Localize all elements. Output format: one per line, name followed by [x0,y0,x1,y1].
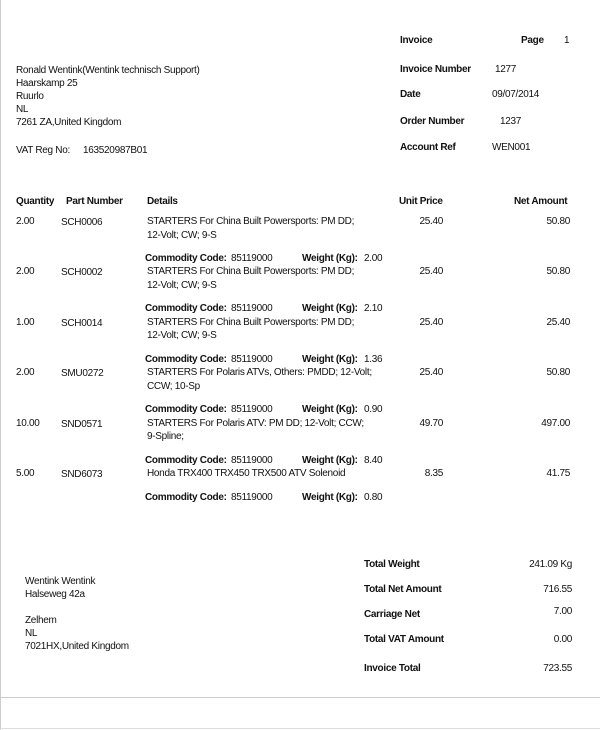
weight-label: Weight (Kg): [302,404,358,416]
item-quantity: 2.00 [16,266,35,278]
item-details: 9-Spline; [147,431,184,443]
total-value: 716.55 [543,584,572,595]
item-weight: 2.10 [364,303,383,315]
col-unit-price: Unit Price [399,196,443,207]
weight-label: Weight (Kg): [302,454,358,466]
item-details: 12-Volt; CW; 9-S [147,279,217,291]
item-weight: 2.00 [364,253,383,264]
weight-label: Weight (Kg): [302,353,358,365]
commodity-code: 85119000 [231,353,273,365]
page-border-left [0,0,1,730]
address-line: NL [16,104,29,115]
invoice-label: Invoice [400,35,433,46]
item-net-amount: 41.75 [546,468,570,479]
account-ref-label: Account Ref [400,142,456,153]
item-part-number: SND0571 [61,418,103,430]
item-details: STARTERS For China Built Powersports: PM DD; [147,266,355,278]
item-unit-price: 25.40 [419,316,443,328]
item-part-number: SND6073 [61,469,103,480]
col-quantity: Quantity [16,196,55,207]
item-details: STARTERS For China Built Powersports: PM DD; [147,216,355,227]
commodity-label: Commodity Code: [145,491,227,503]
commodity-label: Commodity Code: [145,253,227,264]
commodity-code: 85119000 [231,303,273,315]
commodity-code: 85119000 [231,404,273,416]
commodity-label: Commodity Code: [145,353,227,365]
total-label: Total VAT Amount [364,634,444,645]
item-part-number: SCH0002 [61,267,103,279]
commodity-label: Commodity Code: [145,404,227,416]
total-value: 723.55 [543,663,572,674]
address-line: 7261 ZA,United Kingdom [16,117,122,128]
weight-label: Weight (Kg): [302,491,358,503]
item-quantity: 1.00 [16,316,35,328]
account-ref: WEN001 [492,142,531,153]
weight-label: Weight (Kg): [302,303,358,315]
date-label: Date [400,89,421,100]
total-value: 0.00 [553,634,572,645]
item-net-amount: 497.00 [541,417,570,429]
commodity-code: 85119000 [231,253,273,264]
item-unit-price: 25.40 [419,216,443,227]
address-line: Haarskamp 25 [16,78,78,89]
vat-label: VAT Reg No: [16,145,70,156]
item-net-amount: 50.80 [546,367,570,379]
weight-label: Weight (Kg): [302,253,358,264]
item-details: CCW; 10-Sp [147,380,200,392]
item-part-number: SCH0014 [61,317,103,329]
address-line: Zelhem [25,615,57,626]
total-label: Invoice Total [364,663,421,674]
item-details: Honda TRX400 TRX450 TRX500 ATV Solenoid [147,468,346,479]
item-part-number: SCH0006 [61,217,103,228]
page-divider [0,697,600,698]
item-details: STARTERS For Polaris ATV: PM DD; 12-Volt; CCW; [147,417,364,429]
date-value: 09/07/2014 [492,89,540,100]
address-line: 7021HX,United Kingdom [25,641,129,652]
invoice-number-label: Invoice Number [400,64,471,75]
page-label: Page [521,35,544,46]
item-part-number: SMU0272 [61,368,104,380]
page-value: 1 [564,35,570,46]
total-label: Carriage Net [364,609,420,620]
address-line: Wentink Wentink [25,576,96,587]
item-weight: 0.80 [364,491,383,503]
item-details: 12-Volt; CW; 9-S [147,330,217,342]
customer-address [16,64,200,129]
commodity-label: Commodity Code: [145,303,227,315]
item-details: STARTERS For China Built Powersports: PM DD; [147,316,355,328]
total-value: 7.00 [553,606,572,617]
address-line: Ruurlo [16,91,44,102]
item-quantity: 10.00 [16,417,40,429]
item-details: STARTERS For Polaris ATVs, Others: PMDD; 12-Volt; [147,367,372,379]
item-details: 12-Volt; CW; 9-S [147,229,217,241]
item-unit-price: 25.40 [419,266,443,278]
address-line: NL [25,628,38,639]
total-label: Total Weight [364,559,420,570]
item-weight: 1.36 [364,353,383,365]
address-spacer [25,601,129,614]
commodity-code: 85119000 [231,454,273,466]
address-line: Ronald Wentink(Wentink technisch Support) [16,65,200,76]
item-quantity: 2.00 [16,216,35,227]
item-net-amount: 50.80 [546,266,570,278]
total-label: Total Net Amount [364,584,442,595]
vat-value: 163520987B01 [83,145,148,156]
col-details: Details [147,196,178,207]
item-net-amount: 25.40 [546,316,570,328]
commodity-code: 85119000 [231,491,273,503]
page-border-bottom [0,728,600,729]
item-unit-price: 25.40 [419,367,443,379]
commodity-label: Commodity Code: [145,454,227,466]
item-net-amount: 50.80 [546,216,570,227]
order-number-label: Order Number [400,116,465,127]
item-quantity: 5.00 [16,468,35,479]
item-unit-price: 49.70 [419,417,443,429]
total-value: 241.09 Kg [529,559,572,570]
item-weight: 8.40 [364,454,383,466]
item-unit-price: 8.35 [424,468,443,479]
invoice-number: 1277 [495,64,517,75]
delivery-address [25,575,129,653]
order-number: 1237 [500,116,522,127]
address-line: Halseweg 42a [25,589,85,600]
item-weight: 0.90 [364,404,383,416]
item-quantity: 2.00 [16,367,35,379]
col-net-amount: Net Amount [514,196,568,207]
col-part-number: Part Number [66,196,123,207]
